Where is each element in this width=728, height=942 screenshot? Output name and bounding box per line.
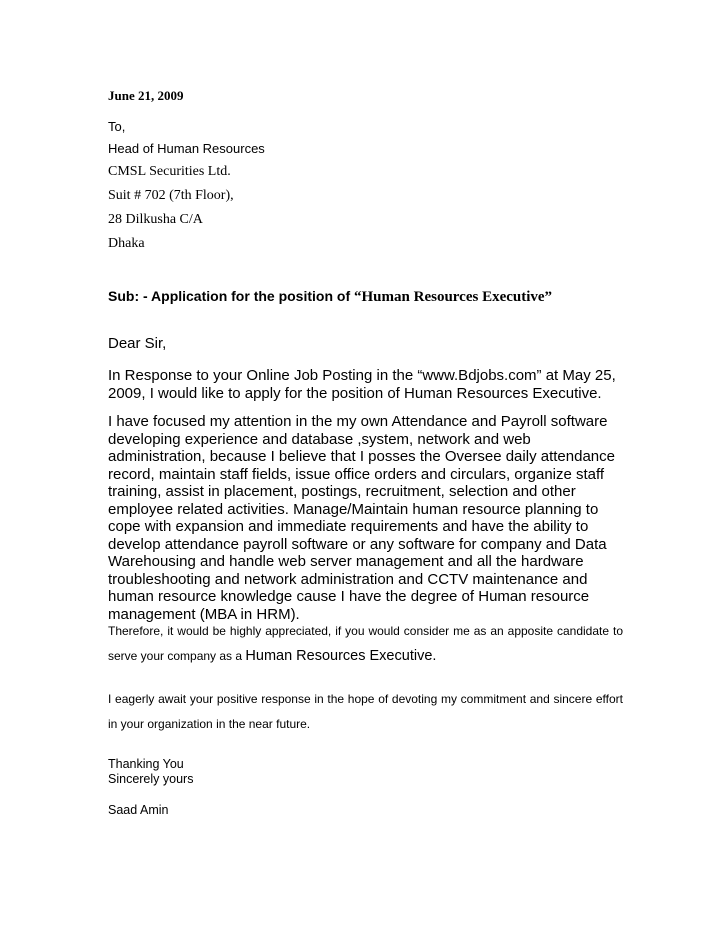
closing-sincerely: Sincerely yours [108, 772, 194, 786]
paragraph-3-end: . [432, 648, 437, 664]
recipient-suite: Suit # 702 (7th Floor), [108, 188, 234, 203]
salutation: Dear Sir, [108, 335, 167, 352]
paragraph-2: I have focused my attention in the my own Attendance and Payroll software developing experience and database ,system, network and web administration, because I believe that I posses the Oversee daily attendance record, maintain staff fields, issue office orders and circulars, organize staff training, assist in placement, postings, recruitment, selection and other employee related activities. Manage/Maintain human resource planning to cope with expansion and immediate requirements and have the ability to develop attendance payroll software or any software for company and Data Warehousing and handle web server management and all the hardware troubleshooting and network administration and CCTV maintenance and human resource knowledge cause I have the degree of Human resource management (MBA in HRM). [108, 413, 615, 623]
letter-date: June 21, 2009 [108, 88, 184, 103]
signer-name: Saad Amin [108, 803, 169, 817]
paragraph-4: I eagerly await your positive response in the hope of devoting my commitment and sincere effort in your organization in the near future. [108, 692, 623, 731]
recipient-company: CMSL Securities Ltd. [108, 164, 231, 179]
recipient-to: To, [108, 119, 126, 134]
paragraph-3-text: Therefore, it would be highly appreciated, if you would consider me as an apposite candidate to serve your company as a [108, 624, 623, 663]
subject-line [108, 288, 552, 306]
closing-thanks: Thanking You [108, 757, 184, 771]
subject-lead: Sub: - Application for the position of [108, 288, 355, 304]
recipient-street: 28 Dilkusha C/A [108, 212, 203, 227]
subject-position: “Human Resources Executive” [354, 289, 553, 305]
recipient-city: Dhaka [108, 236, 145, 251]
recipient-title: Head of Human Resources [108, 141, 265, 156]
paragraph-3-position: Human Resources Executive [245, 648, 433, 664]
paragraph-1: In Response to your Online Job Posting in the “www.Bdjobs.com” at May 25, 2009, I would like to apply for the position of Human Resources Executive. [108, 367, 616, 402]
paragraph-3 [108, 619, 623, 669]
